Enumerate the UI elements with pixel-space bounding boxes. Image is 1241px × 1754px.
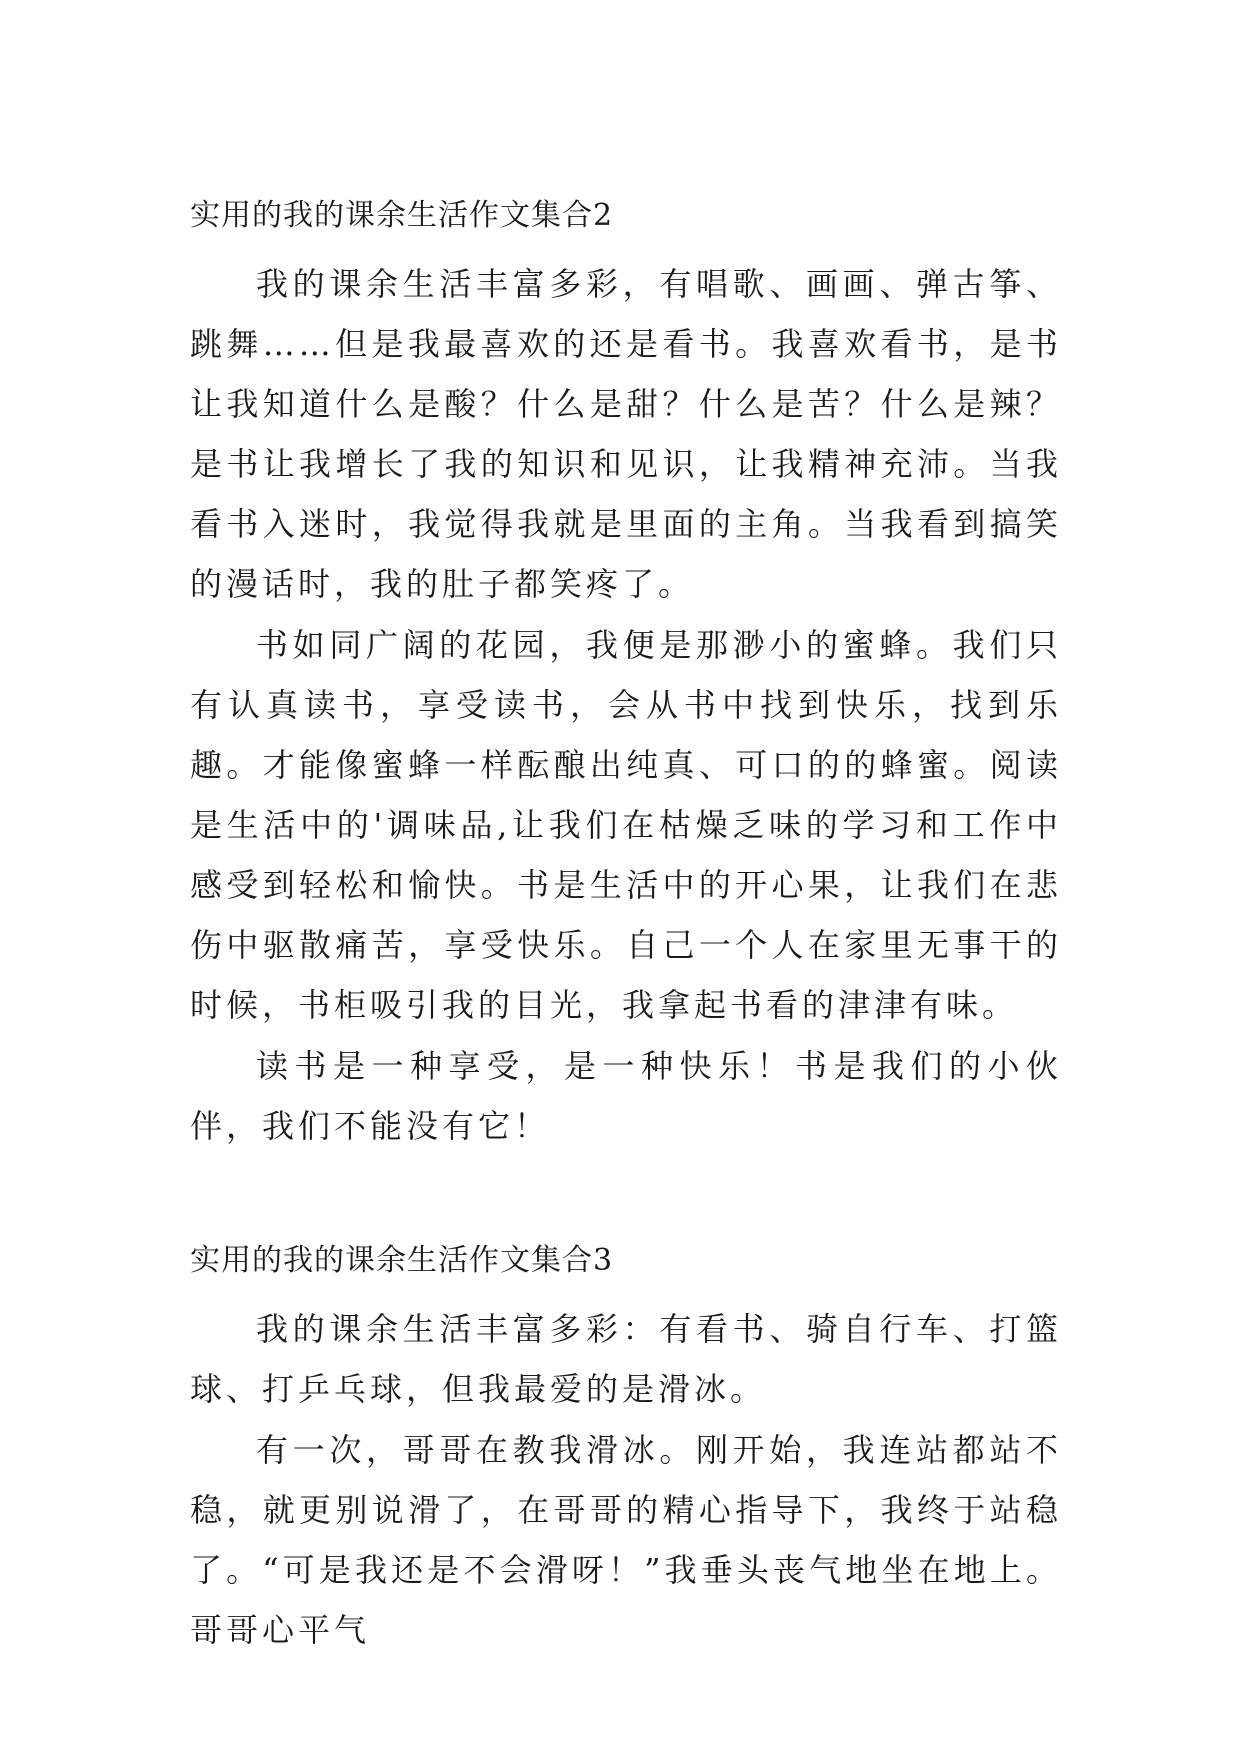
section-title: 实用的我的课余生活作文集合3 (190, 1243, 614, 1278)
essay-section-3 (190, 1241, 1062, 1660)
section-title: 实用的我的课余生活作文集合2 (190, 198, 614, 233)
paragraph: 有一次，哥哥在教我滑冰。刚开始，我连站都站不稳，就更别说滑了，在哥哥的精心指导下，我终于站稳了。“可是我还是不会滑呀！”我垂头丧气地坐在地上。哥哥心平气 (190, 1431, 1062, 1649)
document-page (190, 196, 1062, 1661)
paragraph: 我的课余生活丰富多彩：有看书、骑自行车、打篮球、打乒乓球，但我最爱的是滑冰。 (190, 1310, 1062, 1408)
section-divider-space (190, 1157, 1062, 1241)
paragraph: 我的课余生活丰富多彩，有唱歌、画画、弹古筝、跳舞……但是我最喜欢的还是看书。我喜欢看书，是书让我知道什么是酸？什么是甜？什么是苦？什么是辣？是书让我增长了我的知识和见识，让我精神充沛。当我看书入迷时，我觉得我就是里面的主角。当我看到搞笑的漫话时，我的肚子都笑疼了。 (190, 265, 1062, 603)
paragraph: 读书是一种享受，是一种快乐！书是我们的小伙伴，我们不能没有它！ (190, 1047, 1062, 1145)
paragraph: 书如同广阔的花园，我便是那渺小的蜜蜂。我们只有认真读书，享受读书，会从书中找到快乐，找到乐趣。才能像蜜蜂一样酝酿出纯真、可口的的蜂蜜。阅读是生活中的'调味品,让我们在枯燥乏味的学习和工作中感受到轻松和愉快。书是生活中的开心果，让我们在悲伤中驱散痛苦，享受快乐。自己一个人在家里无事干的时候，书柜吸引我的目光，我拿起书看的津津有味。 (190, 626, 1062, 1024)
essay-section-2 (190, 196, 1062, 1156)
